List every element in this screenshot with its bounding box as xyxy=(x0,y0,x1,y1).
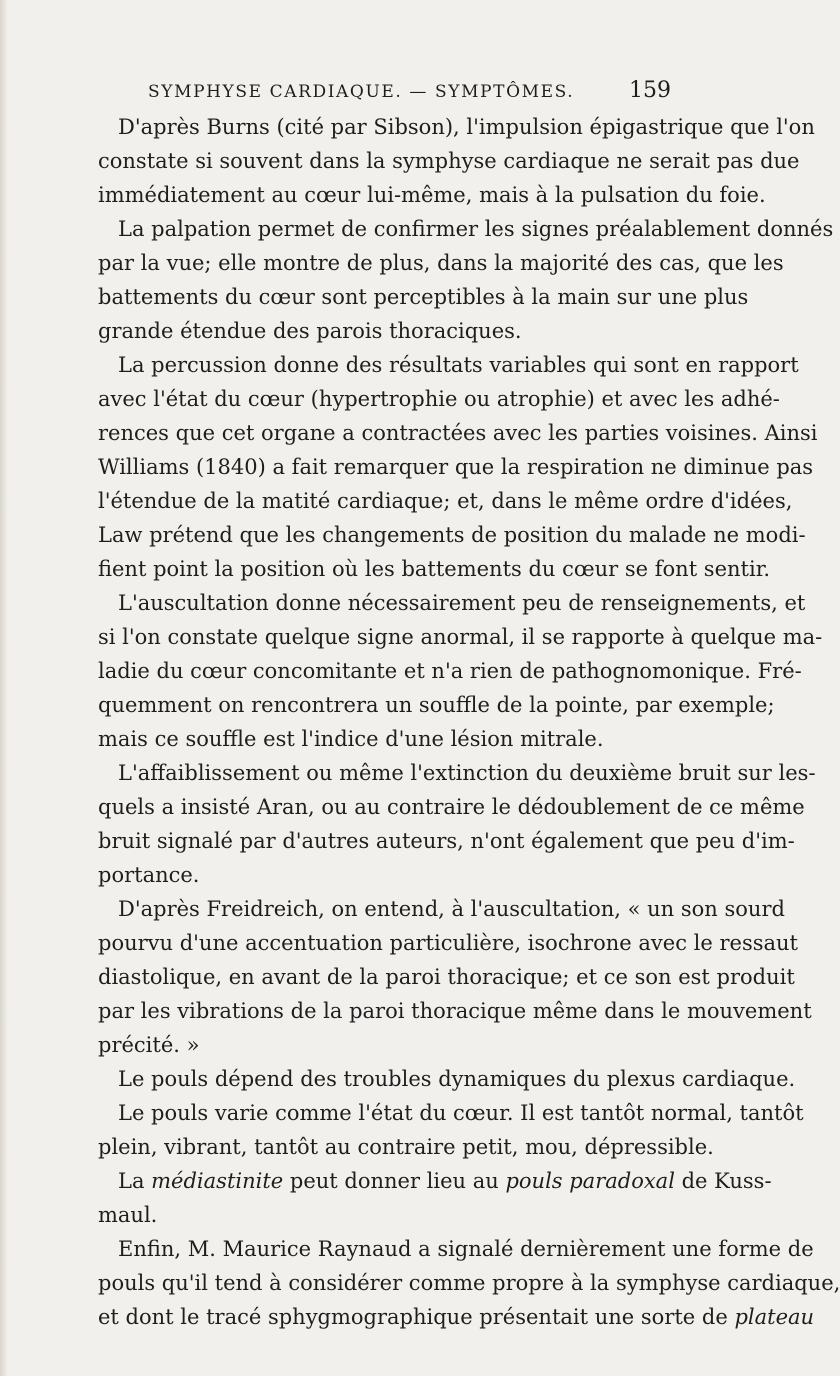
text-line: L'affaiblissement ou même l'extinction du deuxième bruit sur les- xyxy=(118,761,816,785)
page-number: 159 xyxy=(629,78,671,103)
text-line: pourvu d'une accentuation particulière, isochrone avec le ressaut xyxy=(98,931,798,955)
text-line: bruit signalé par d'autres auteurs, n'ont également que peu d'im- xyxy=(98,829,795,853)
text-line: diastolique, en avant de la paroi thoracique; et ce son est produit xyxy=(98,965,795,989)
text-line: grande étendue des parois thoraciques. xyxy=(98,319,522,343)
text-line: si l'on constate quelque signe anormal, il se rapporte à quelque ma- xyxy=(98,625,823,649)
text-line: maul. xyxy=(98,1203,158,1227)
text-segment: et dont le tracé sphygmographique présentait une sorte de xyxy=(98,1305,735,1329)
text-line: Law prétend que les changements de position du malade ne modi- xyxy=(98,523,806,547)
text-line: D'après Burns (cité par Sibson), l'impulsion épigastrique que l'on xyxy=(118,115,815,139)
text-line: avec l'état du cœur (hypertrophie ou atrophie) et avec les adhé- xyxy=(98,387,780,411)
text-line: plein, vibrant, tantôt au contraire petit, mou, dépressible. xyxy=(98,1135,714,1159)
text-line: par la vue; elle montre de plus, dans la majorité des cas, que les xyxy=(98,251,784,275)
text-line: par les vibrations de la paroi thoracique même dans le mouvement xyxy=(98,999,812,1023)
text-line: Williams (1840) a fait remarquer que la respiration ne diminue pas xyxy=(98,455,814,479)
text-line: précité. » xyxy=(98,1033,200,1057)
text-line: l'étendue de la matité cardiaque; et, dans le même ordre d'idées, xyxy=(98,489,793,513)
text-line: Enfin, M. Maurice Raynaud a signalé dernièrement une forme de xyxy=(118,1237,814,1261)
italic-term-plateau: plateau xyxy=(734,1305,815,1329)
running-title: SYMPHYSE CARDIAQUE. — SYMPTÔMES. xyxy=(148,82,575,102)
text-line xyxy=(98,1300,815,1334)
italic-term-mediastinite: médiastinite xyxy=(151,1169,284,1193)
text-segment: peut donner lieu au xyxy=(283,1169,506,1193)
text-line: fient point la position où les battements du cœur se font sentir. xyxy=(98,557,771,581)
text-line: mais ce souffle est l'indice d'une lésion mitrale. xyxy=(98,727,604,751)
text-line: La palpation permet de confirmer les signes préalablement donnés xyxy=(118,217,834,241)
text-line: portance. xyxy=(98,863,200,887)
italic-term-pouls-paradoxal: pouls paradoxal xyxy=(505,1169,675,1193)
text-line xyxy=(118,1164,772,1198)
text-line: Le pouls dépend des troubles dynamiques du plexus cardiaque. xyxy=(118,1067,796,1091)
text-line: La percussion donne des résultats variables qui sont en rapport xyxy=(118,353,799,377)
text-line: L'auscultation donne nécessairement peu de renseignements, et xyxy=(118,591,806,615)
page-edge-shadow xyxy=(0,0,8,1376)
text-segment: de Kuss- xyxy=(674,1169,772,1193)
text-line: rences que cet organe a contractées avec les parties voisines. Ainsi xyxy=(98,421,818,445)
text-segment: La xyxy=(118,1169,152,1193)
text-line: ladie du cœur concomitante et n'a rien de pathognomonique. Fré- xyxy=(98,659,802,683)
running-head xyxy=(0,78,800,108)
text-line: quels a insisté Aran, ou au contraire le dédoublement de ce même xyxy=(98,795,805,819)
text-line: D'après Freidreich, on entend, à l'auscultation, « un son sourd xyxy=(118,897,785,921)
text-line: immédiatement au cœur lui-même, mais à la pulsation du foie. xyxy=(98,183,766,207)
text-line: constate si souvent dans la symphyse cardiaque ne serait pas due xyxy=(98,149,800,173)
text-line: pouls qu'il tend à considérer comme propre à la symphyse cardiaque, xyxy=(98,1271,840,1295)
text-line: Le pouls varie comme l'état du cœur. Il est tantôt normal, tantôt xyxy=(118,1101,804,1125)
text-line: quemment on rencontrera un souffle de la pointe, par exemple; xyxy=(98,693,775,717)
text-line: battements du cœur sont perceptibles à la main sur une plus xyxy=(98,285,749,309)
